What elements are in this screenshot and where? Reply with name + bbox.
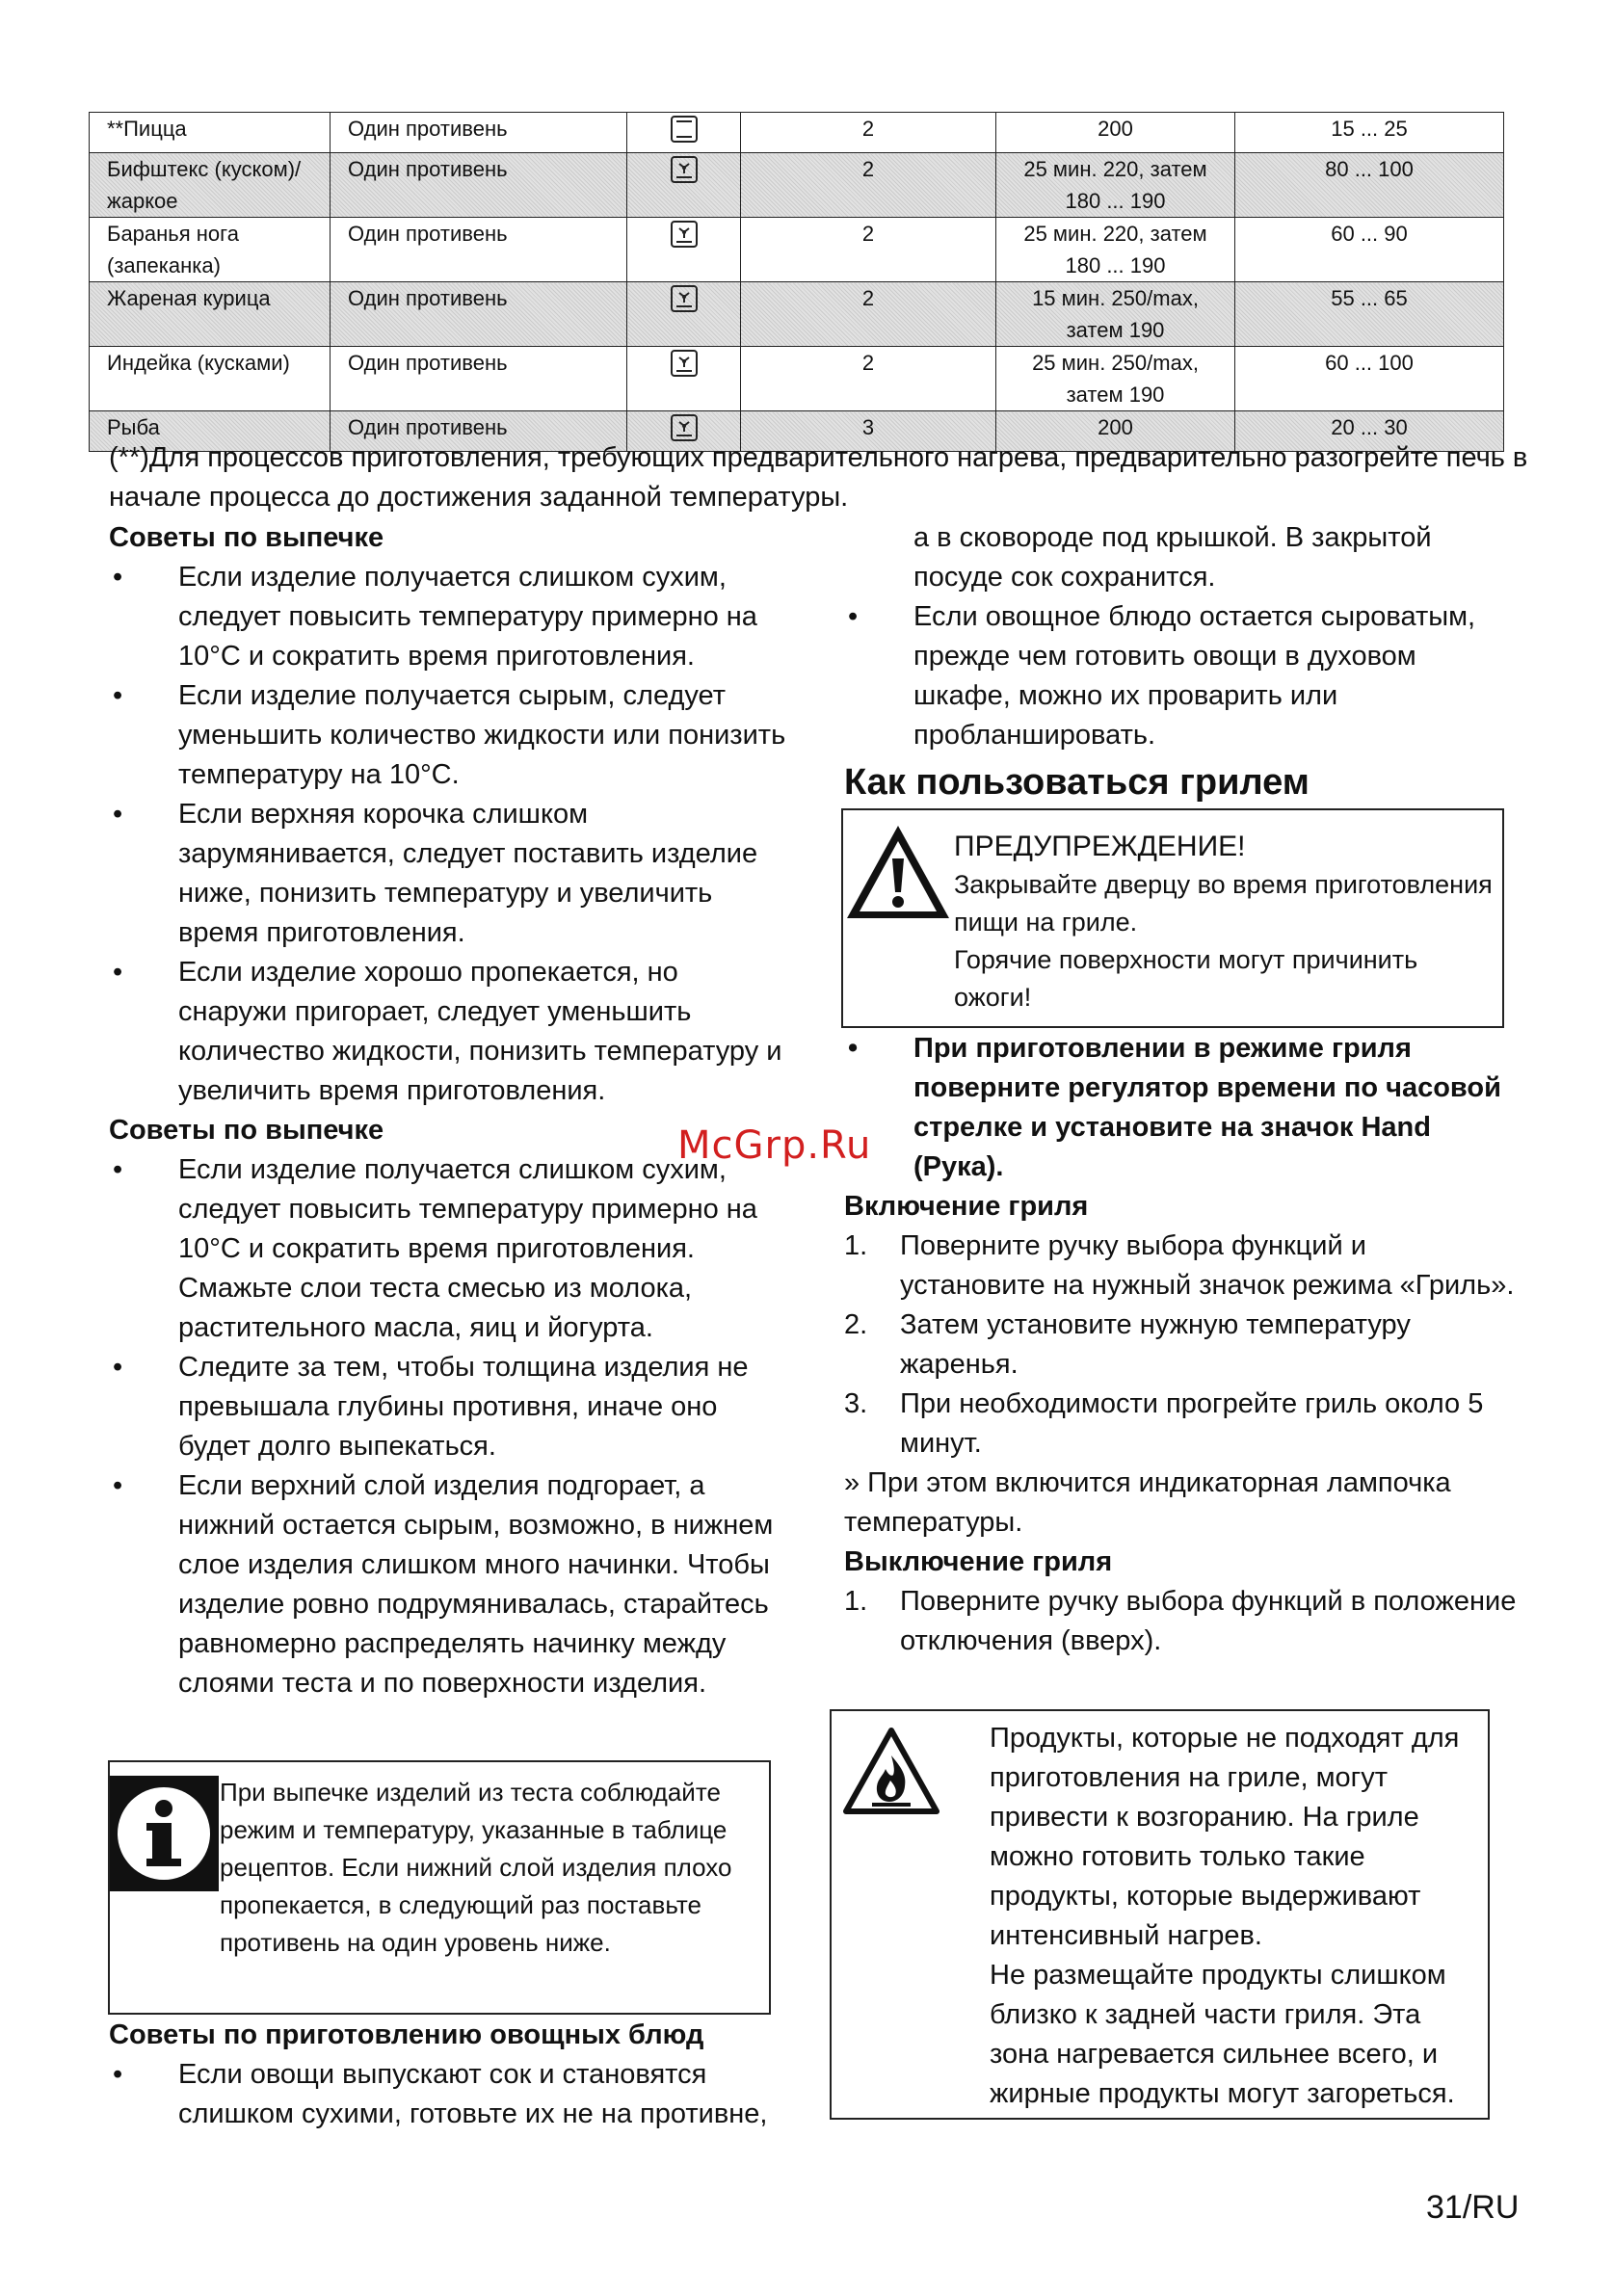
grill-section-title: Как пользоваться грилем xyxy=(844,762,1310,803)
step-text: Поверните ручку выбора функций и установите на нужный значок режима «Гриль». xyxy=(900,1230,1515,1301)
cell-time: 55 ... 65 xyxy=(1235,282,1504,347)
table-row xyxy=(90,347,1504,411)
warning-title: ПРЕДУПРЕЖДЕНИЕ! xyxy=(954,831,1246,862)
cell-food: Баранья нога (запеканка) xyxy=(90,218,331,282)
page-number: 31/RU xyxy=(1426,2189,1520,2226)
list-item: • Если овощное блюдо остается сыроватым, прежде чем готовить овощи в духовом шкафе, можно их проварить или пробланшировать. xyxy=(844,597,1519,755)
right-column-middle xyxy=(844,1029,1519,1661)
vegetable-tips-title: Советы по приготовлению овощных блюд xyxy=(109,2019,704,2050)
grill-off-title: Выключение гриля xyxy=(844,1546,1113,1577)
cell-temperature: 25 мин. 220, затем 180 ... 190 xyxy=(996,153,1235,218)
right-column-top xyxy=(844,518,1519,806)
cell-level: 2 xyxy=(741,113,996,153)
warning-line-2: Горячие поверхности могут причинить ожоги! xyxy=(954,945,1418,1012)
baking-tips-title-2: Советы по выпечке xyxy=(109,1115,384,1146)
left-column xyxy=(109,518,793,1703)
cooking-table xyxy=(89,112,1504,452)
cell-tray: Один противень xyxy=(331,113,627,153)
step-number: 1. xyxy=(844,1230,868,1261)
baking-tips-title-1: Советы по выпечке xyxy=(109,522,384,553)
fire-warning-box xyxy=(830,1709,1490,2120)
list-item: • Если верхний слой изделия подгорает, а нижний остается сырым, возможно, в нижнем слое изделия слишком много начинки. Чтобы изделие ровно подрумянивалась, старайтесь равномерно распределять начинку между слоями теста и по поверхности изделия. xyxy=(109,1466,793,1703)
cell-food: **Пицца xyxy=(90,113,331,153)
list-item: • Следите за тем, чтобы толщина изделия не превышала глубины противня, иначе оно будет долго выпекаться. xyxy=(109,1348,793,1466)
warning-box xyxy=(841,808,1504,1028)
cell-level: 2 xyxy=(741,153,996,218)
grill-on-note: » При этом включится индикаторная лампочка температуры. xyxy=(844,1467,1451,1538)
grill-timer-instruction: • При приготовлении в режиме гриля поверните регулятор времени по часовой стрелке и установите на значок Hand (Рука). xyxy=(844,1029,1519,1187)
table-row xyxy=(90,113,1504,153)
list-item: • Если изделие получается слишком сухим, следует повысить температуру примерно на 10°С и сократить время приготовления. xyxy=(109,558,793,676)
grill-off-steps xyxy=(844,1582,1519,1661)
vegetable-tips-list xyxy=(109,2055,793,2134)
step-item xyxy=(844,1385,1519,1464)
static-oven-icon xyxy=(670,115,699,152)
cell-temperature: 15 мин. 250/max, затем 190 xyxy=(996,282,1235,347)
cell-tray: Один противень xyxy=(331,347,627,411)
step-number: 1. xyxy=(844,1586,868,1617)
baking-tips-list-1 xyxy=(109,558,793,1111)
fan-oven-icon xyxy=(670,220,699,257)
grill-on-steps xyxy=(844,1227,1519,1464)
cell-level: 3 xyxy=(741,411,996,452)
step-number: 2. xyxy=(844,1309,868,1340)
grill-on-title: Включение гриля xyxy=(844,1191,1089,1222)
cell-mode xyxy=(627,218,741,282)
cell-level: 2 xyxy=(741,282,996,347)
step-number: 3. xyxy=(844,1388,868,1419)
cell-temperature: 25 мин. 250/max, затем 190 xyxy=(996,347,1235,411)
watermark: McGrp.Ru xyxy=(677,1123,872,1168)
flammable-icon xyxy=(843,1727,939,1820)
list-item: • Если овощи выпускают сок и становятся слишком сухими, готовьте их не на противне, xyxy=(109,2055,793,2134)
fan-oven-icon xyxy=(670,155,699,193)
cell-mode xyxy=(627,347,741,411)
step-item xyxy=(844,1227,1519,1306)
fan-oven-icon xyxy=(670,284,699,322)
cell-food: Жареная курица xyxy=(90,282,331,347)
cell-time: 15 ... 25 xyxy=(1235,113,1504,153)
cell-tray: Один противень xyxy=(331,282,627,347)
fan-oven-icon xyxy=(670,349,699,386)
cell-time: 80 ... 100 xyxy=(1235,153,1504,218)
cell-temperature: 25 мин. 220, затем 180 ... 190 xyxy=(996,218,1235,282)
table-body xyxy=(90,113,1504,452)
warning-icon xyxy=(843,820,953,931)
table-footnote: (**)Для процессов приготовления, требующих предварительного нагрева, предварительно разогрейте печь в начале процесса до достижения заданной температуры. xyxy=(109,442,1528,513)
baking-tips-list-2 xyxy=(109,1150,793,1703)
table-row xyxy=(90,153,1504,218)
step-item xyxy=(844,1306,1519,1385)
info-box-text: При выпечке изделий из теста соблюдайте режим и температуру, указанные в таблице рецептов. Если нижний слой изделия плохо пропекается, в следующий раз поставьте противень на один уровень ниже. xyxy=(220,1778,732,1957)
warning-line-1: Закрывайте дверцу во время приготовления пищи на гриле. xyxy=(954,870,1493,937)
cell-level: 2 xyxy=(741,218,996,282)
cell-mode xyxy=(627,113,741,153)
fire-warning-text-1: Продукты, которые не подходят для приготовления на гриле, могут привести к возгоранию. На гриле можно готовить только такие продукты, которые выдерживают интенсивный нагрев. xyxy=(990,1723,1460,1951)
cell-food: Индейка (кусками) xyxy=(90,347,331,411)
list-item: • Если изделие хорошо пропекается, но снаружи пригорает, следует уменьшить количество жидкости, понизить температуру и увеличить время приготовления. xyxy=(109,953,793,1111)
step-text: При необходимости прогрейте гриль около 5 минут. xyxy=(900,1388,1484,1459)
left-column-bottom xyxy=(109,2016,793,2134)
cell-mode xyxy=(627,282,741,347)
cell-food: Бифштекс (куском)/жаркое xyxy=(90,153,331,218)
step-item xyxy=(844,1582,1519,1661)
vegetable-tips-list-cont xyxy=(844,597,1519,755)
list-item: • Если верхняя корочка слишком зарумянивается, следует поставить изделие ниже, понизить температуру и увеличить время приготовления. xyxy=(109,795,793,953)
cell-temperature: 200 xyxy=(996,411,1235,452)
list-item: • Если изделие получается слишком сухим, следует повысить температуру примерно на 10°С и сократить время приготовления. Смажьте слои теста смесью из молока, растительного масла, яиц и йогурта. xyxy=(109,1150,793,1348)
list-item: • Если изделие получается сырым, следует уменьшить количество жидкости или понизить температуру на 10°С. xyxy=(109,676,793,795)
cell-tray: Один противень xyxy=(331,218,627,282)
cell-food: Рыба xyxy=(90,411,331,452)
table-row xyxy=(90,218,1504,282)
info-icon xyxy=(110,1776,219,1891)
cell-tray: Один противень xyxy=(331,411,627,452)
step-text: Поверните ручку выбора функций в положение отключения (вверх). xyxy=(900,1586,1517,1656)
cell-level: 2 xyxy=(741,347,996,411)
cell-time: 60 ... 90 xyxy=(1235,218,1504,282)
cell-tray: Один противень xyxy=(331,153,627,218)
info-box xyxy=(108,1760,771,2015)
cell-time: 60 ... 100 xyxy=(1235,347,1504,411)
step-text: Затем установите нужную температуру жаренья. xyxy=(900,1309,1411,1380)
table-row xyxy=(90,282,1504,347)
vegetable-tip-continuation: а в сковороде под крышкой. В закрытой посуде сок сохранится. xyxy=(913,522,1432,593)
cell-temperature: 200 xyxy=(996,113,1235,153)
fire-warning-text-2: Не размещайте продукты слишком близко к задней части гриля. Эта зона нагревается сильнее всего, и жирные продукты могут загореться. xyxy=(990,1960,1455,2109)
cell-time: 20 ... 30 xyxy=(1235,411,1504,452)
cell-mode xyxy=(627,153,741,218)
